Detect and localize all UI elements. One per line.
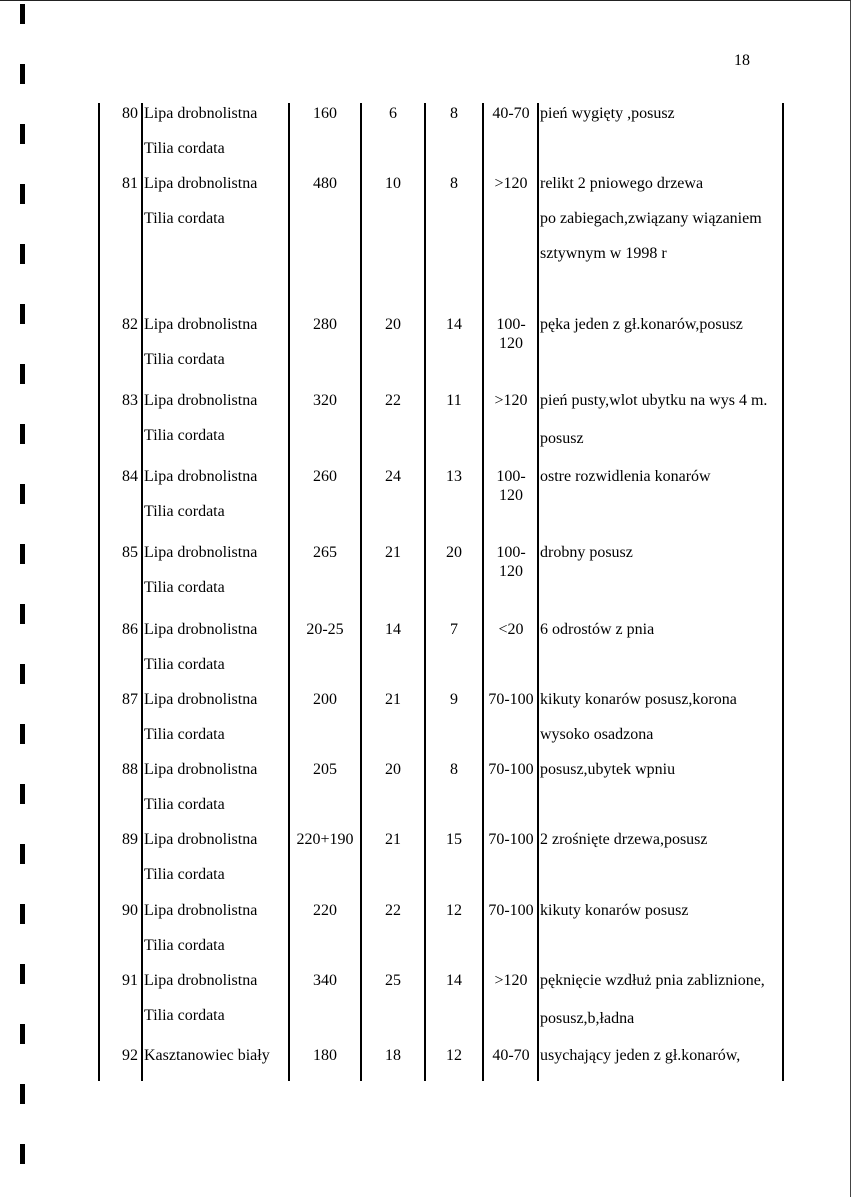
crown-cell: 8 [450, 105, 458, 122]
binder-hole-mark [20, 184, 25, 204]
species-name-latin: Tilia cordata [144, 796, 225, 813]
species-name-polish: Lipa drobnolistna [144, 316, 258, 333]
remarks-line: usychający jeden z gł.konarów, [540, 1047, 741, 1064]
age-cell: 70-100 [488, 761, 534, 778]
circumference-cell: 260 [313, 468, 337, 485]
species-name-polish: Lipa drobnolistna [144, 468, 258, 485]
species-name-latin: Tilia cordata [144, 427, 225, 444]
age-cell: 70-100 [488, 902, 534, 919]
remarks-line: posusz [540, 430, 584, 447]
circumference-cell: 200 [313, 691, 337, 708]
remarks-line: relikt 2 pniowego drzewa [540, 175, 704, 192]
crown-cell: 14 [446, 972, 462, 989]
binder-hole-mark [20, 1144, 25, 1164]
binder-hole-mark [20, 124, 25, 144]
binder-hole-mark [20, 1024, 25, 1044]
species-name-latin: Tilia cordata [144, 937, 225, 954]
species-name-polish: Lipa drobnolistna [144, 175, 258, 192]
tree-number: 85 [122, 544, 138, 561]
binder-hole-mark [20, 784, 25, 804]
species-name-polish: Lipa drobnolistna [144, 902, 258, 919]
tree-number: 84 [122, 468, 138, 485]
binder-hole-mark [20, 364, 25, 384]
species-name-latin: Tilia cordata [144, 210, 225, 227]
circumference-cell: 205 [313, 761, 337, 778]
circumference-cell: 340 [313, 972, 337, 989]
remarks-line: pień pusty,wlot ubytku na wys 4 m. [540, 392, 768, 409]
tree-number: 83 [122, 392, 138, 409]
species-name-latin: Tilia cordata [144, 726, 225, 743]
crown-cell: 7 [450, 621, 458, 638]
circumference-cell: 480 [313, 175, 337, 192]
crown-cell: 12 [446, 902, 462, 919]
height-cell: 14 [385, 621, 401, 638]
binder-hole-mark [20, 724, 25, 744]
remarks-line: pęka jeden z gł.konarów,posusz [540, 316, 743, 333]
crown-cell: 12 [446, 1047, 462, 1064]
binder-hole-mark [20, 244, 25, 264]
page-number: 18 [734, 52, 750, 69]
tree-number: 81 [122, 175, 138, 192]
table-line-after-name [288, 103, 290, 1081]
table-line-after-height [424, 103, 426, 1081]
age-cell: <20 [498, 621, 524, 638]
remarks-line: drobny posusz [540, 544, 633, 561]
tree-number: 80 [122, 105, 138, 122]
age-cell: 100- 120 [496, 544, 526, 580]
species-name-latin: Tilia cordata [144, 866, 225, 883]
remarks-line: 2 zrośnięte drzewa,posusz [540, 831, 708, 848]
crown-cell: 14 [446, 316, 462, 333]
tree-number: 92 [122, 1047, 138, 1064]
remarks-line: posusz,b,ładna [540, 1010, 635, 1027]
remarks-line: sztywnym w 1998 r [540, 245, 667, 262]
height-cell: 20 [385, 761, 401, 778]
age-cell: >120 [494, 392, 528, 409]
remarks-line: ostre rozwidlenia konarów [540, 468, 711, 485]
species-name-polish: Kasztanowiec biały [144, 1047, 270, 1064]
binder-hole-mark [20, 304, 25, 324]
remarks-line: kikuty konarów posusz [540, 902, 689, 919]
crown-cell: 15 [446, 831, 462, 848]
species-name-latin: Tilia cordata [144, 503, 225, 520]
binder-hole-mark [20, 844, 25, 864]
tree-number: 88 [122, 761, 138, 778]
crown-cell: 13 [446, 468, 462, 485]
species-name-latin: Tilia cordata [144, 1007, 225, 1024]
circumference-cell: 265 [313, 544, 337, 561]
binder-hole-mark [20, 424, 25, 444]
circumference-cell: 180 [313, 1047, 337, 1064]
remarks-line: kikuty konarów posusz,korona [540, 691, 737, 708]
age-cell: >120 [494, 972, 528, 989]
species-name-latin: Tilia cordata [144, 140, 225, 157]
binder-hole-mark [20, 4, 25, 24]
remarks-line: 6 odrostów z pnia [540, 621, 655, 638]
age-cell: >120 [494, 175, 528, 192]
remarks-line: wysoko osadzona [540, 726, 654, 743]
height-cell: 22 [385, 902, 401, 919]
height-cell: 20 [385, 316, 401, 333]
species-name-polish: Lipa drobnolistna [144, 691, 258, 708]
binder-hole-mark [20, 604, 25, 624]
tree-number: 87 [122, 691, 138, 708]
tree-number: 91 [122, 972, 138, 989]
crown-cell: 8 [450, 761, 458, 778]
table-line-after-number [141, 103, 143, 1081]
age-cell: 40-70 [492, 1047, 530, 1064]
species-name-polish: Lipa drobnolistna [144, 761, 258, 778]
circumference-cell: 160 [313, 105, 337, 122]
age-cell: 100- 120 [496, 468, 526, 504]
species-name-latin: Tilia cordata [144, 579, 225, 596]
age-cell: 40-70 [492, 105, 530, 122]
tree-number: 89 [122, 831, 138, 848]
circumference-cell: 280 [313, 316, 337, 333]
crown-cell: 20 [446, 544, 462, 561]
species-name-polish: Lipa drobnolistna [144, 392, 258, 409]
table-line-left [98, 103, 100, 1081]
binder-hole-mark [20, 664, 25, 684]
height-cell: 18 [385, 1047, 401, 1064]
age-cell: 70-100 [488, 831, 534, 848]
height-cell: 6 [389, 105, 397, 122]
height-cell: 21 [385, 691, 401, 708]
species-name-polish: Lipa drobnolistna [144, 831, 258, 848]
age-cell: 70-100 [488, 691, 534, 708]
species-name-polish: Lipa drobnolistna [144, 621, 258, 638]
table-line-after-circumference [360, 103, 362, 1081]
tree-number: 82 [122, 316, 138, 333]
species-name-polish: Lipa drobnolistna [144, 544, 258, 561]
crown-cell: 11 [446, 392, 462, 409]
remarks-line: pęknięcie wzdłuż pnia zabliznione, [540, 972, 765, 989]
species-name-polish: Lipa drobnolistna [144, 972, 258, 989]
binder-hole-mark [20, 544, 25, 564]
binder-hole-mark [20, 484, 25, 504]
binder-hole-mark [20, 64, 25, 84]
species-name-latin: Tilia cordata [144, 656, 225, 673]
circumference-cell: 320 [313, 392, 337, 409]
circumference-cell: 220 [313, 902, 337, 919]
crown-cell: 9 [450, 691, 458, 708]
crown-cell: 8 [450, 175, 458, 192]
remarks-line: posusz,ubytek wpniu [540, 761, 676, 778]
binder-hole-mark [20, 904, 25, 924]
species-name-latin: Tilia cordata [144, 351, 225, 368]
height-cell: 21 [385, 831, 401, 848]
tree-number: 90 [122, 902, 138, 919]
binder-hole-mark [20, 964, 25, 984]
height-cell: 24 [385, 468, 401, 485]
age-cell: 100- 120 [496, 316, 526, 352]
table-line-after-age [537, 103, 539, 1081]
remarks-line: pień wygięty ,posusz [540, 105, 675, 122]
remarks-line: po zabiegach,związany wiązaniem [540, 210, 762, 227]
binder-hole-mark [20, 1084, 25, 1104]
table-line-after-crown [482, 103, 484, 1081]
height-cell: 21 [385, 544, 401, 561]
tree-number: 86 [122, 621, 138, 638]
species-name-polish: Lipa drobnolistna [144, 105, 258, 122]
height-cell: 22 [385, 392, 401, 409]
height-cell: 10 [385, 175, 401, 192]
circumference-cell: 20-25 [306, 621, 344, 638]
circumference-cell: 220+190 [296, 831, 354, 848]
height-cell: 25 [385, 972, 401, 989]
